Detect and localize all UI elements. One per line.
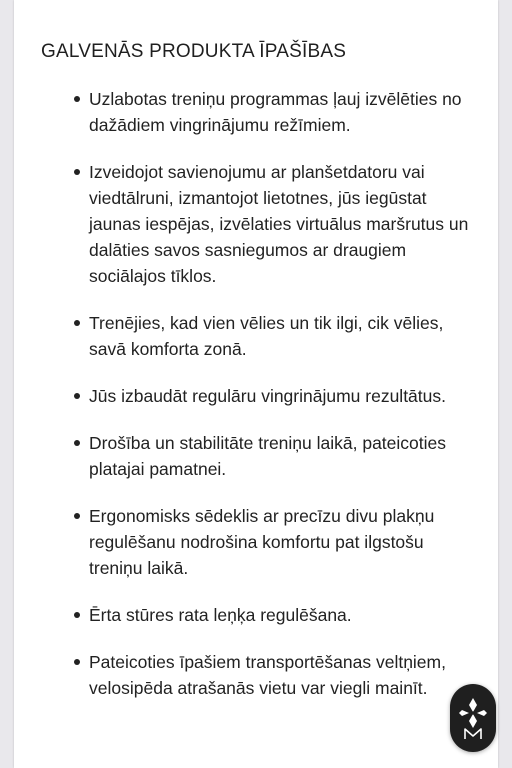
feature-item [14,649,498,701]
feature-item [14,159,498,289]
bullet-icon [74,513,80,519]
bullet-icon [74,440,80,446]
feature-item [14,310,498,362]
feature-text: Pateicoties īpašiem transportēšanas veltņiem, velosipēda atrašanās vietu var viegli mainīt. [89,652,446,698]
feature-text: Izveidojot savienojumu ar planšetdatoru vai viedtālruni, izmantojot lietotnes, jūs iegūstat jaunas iespējas, izvēlaties virtuālus maršrutus un dalāties savos sasniegumos ar draugiem sociālajos tīklos. [89,162,469,286]
feature-text: Drošība un stabilitāte treniņu laikā, pateicoties platajai pamatnei. [89,433,447,479]
feature-item [14,86,498,138]
feature-text: Jūs izbaudāt regulāru vingrinājumu rezultātus. [89,386,446,406]
floating-logo-button[interactable] [450,684,496,752]
feature-item [14,503,498,581]
bullet-icon [74,393,80,399]
bullet-icon [74,169,80,175]
feature-text: Uzlabotas treniņu programmas ļauj izvēlēties no dažādiem vingrinājumu režīmiem. [89,89,462,135]
bullet-icon [74,659,80,665]
bullet-icon [74,96,80,102]
bullet-icon [74,320,80,326]
bullet-icon [74,612,80,618]
feature-item [14,383,498,409]
section-title: GALVENĀS PRODUKTA ĪPAŠĪBAS [41,41,347,62]
feature-item [14,602,498,628]
brand-logo-icon [450,684,496,752]
feature-text: Ergonomisks sēdeklis ar precīzu divu plakņu regulēšanu nodrošina komfortu pat ilgstošu treniņu laikā. [89,506,435,578]
feature-item [14,430,498,482]
product-description-page [14,0,498,768]
feature-text: Trenējies, kad vien vēlies un tik ilgi, cik vēlies, savā komforta zonā. [89,313,444,359]
feature-list [14,86,498,722]
feature-text: Ērta stūres rata leņķa regulēšana. [89,605,352,625]
